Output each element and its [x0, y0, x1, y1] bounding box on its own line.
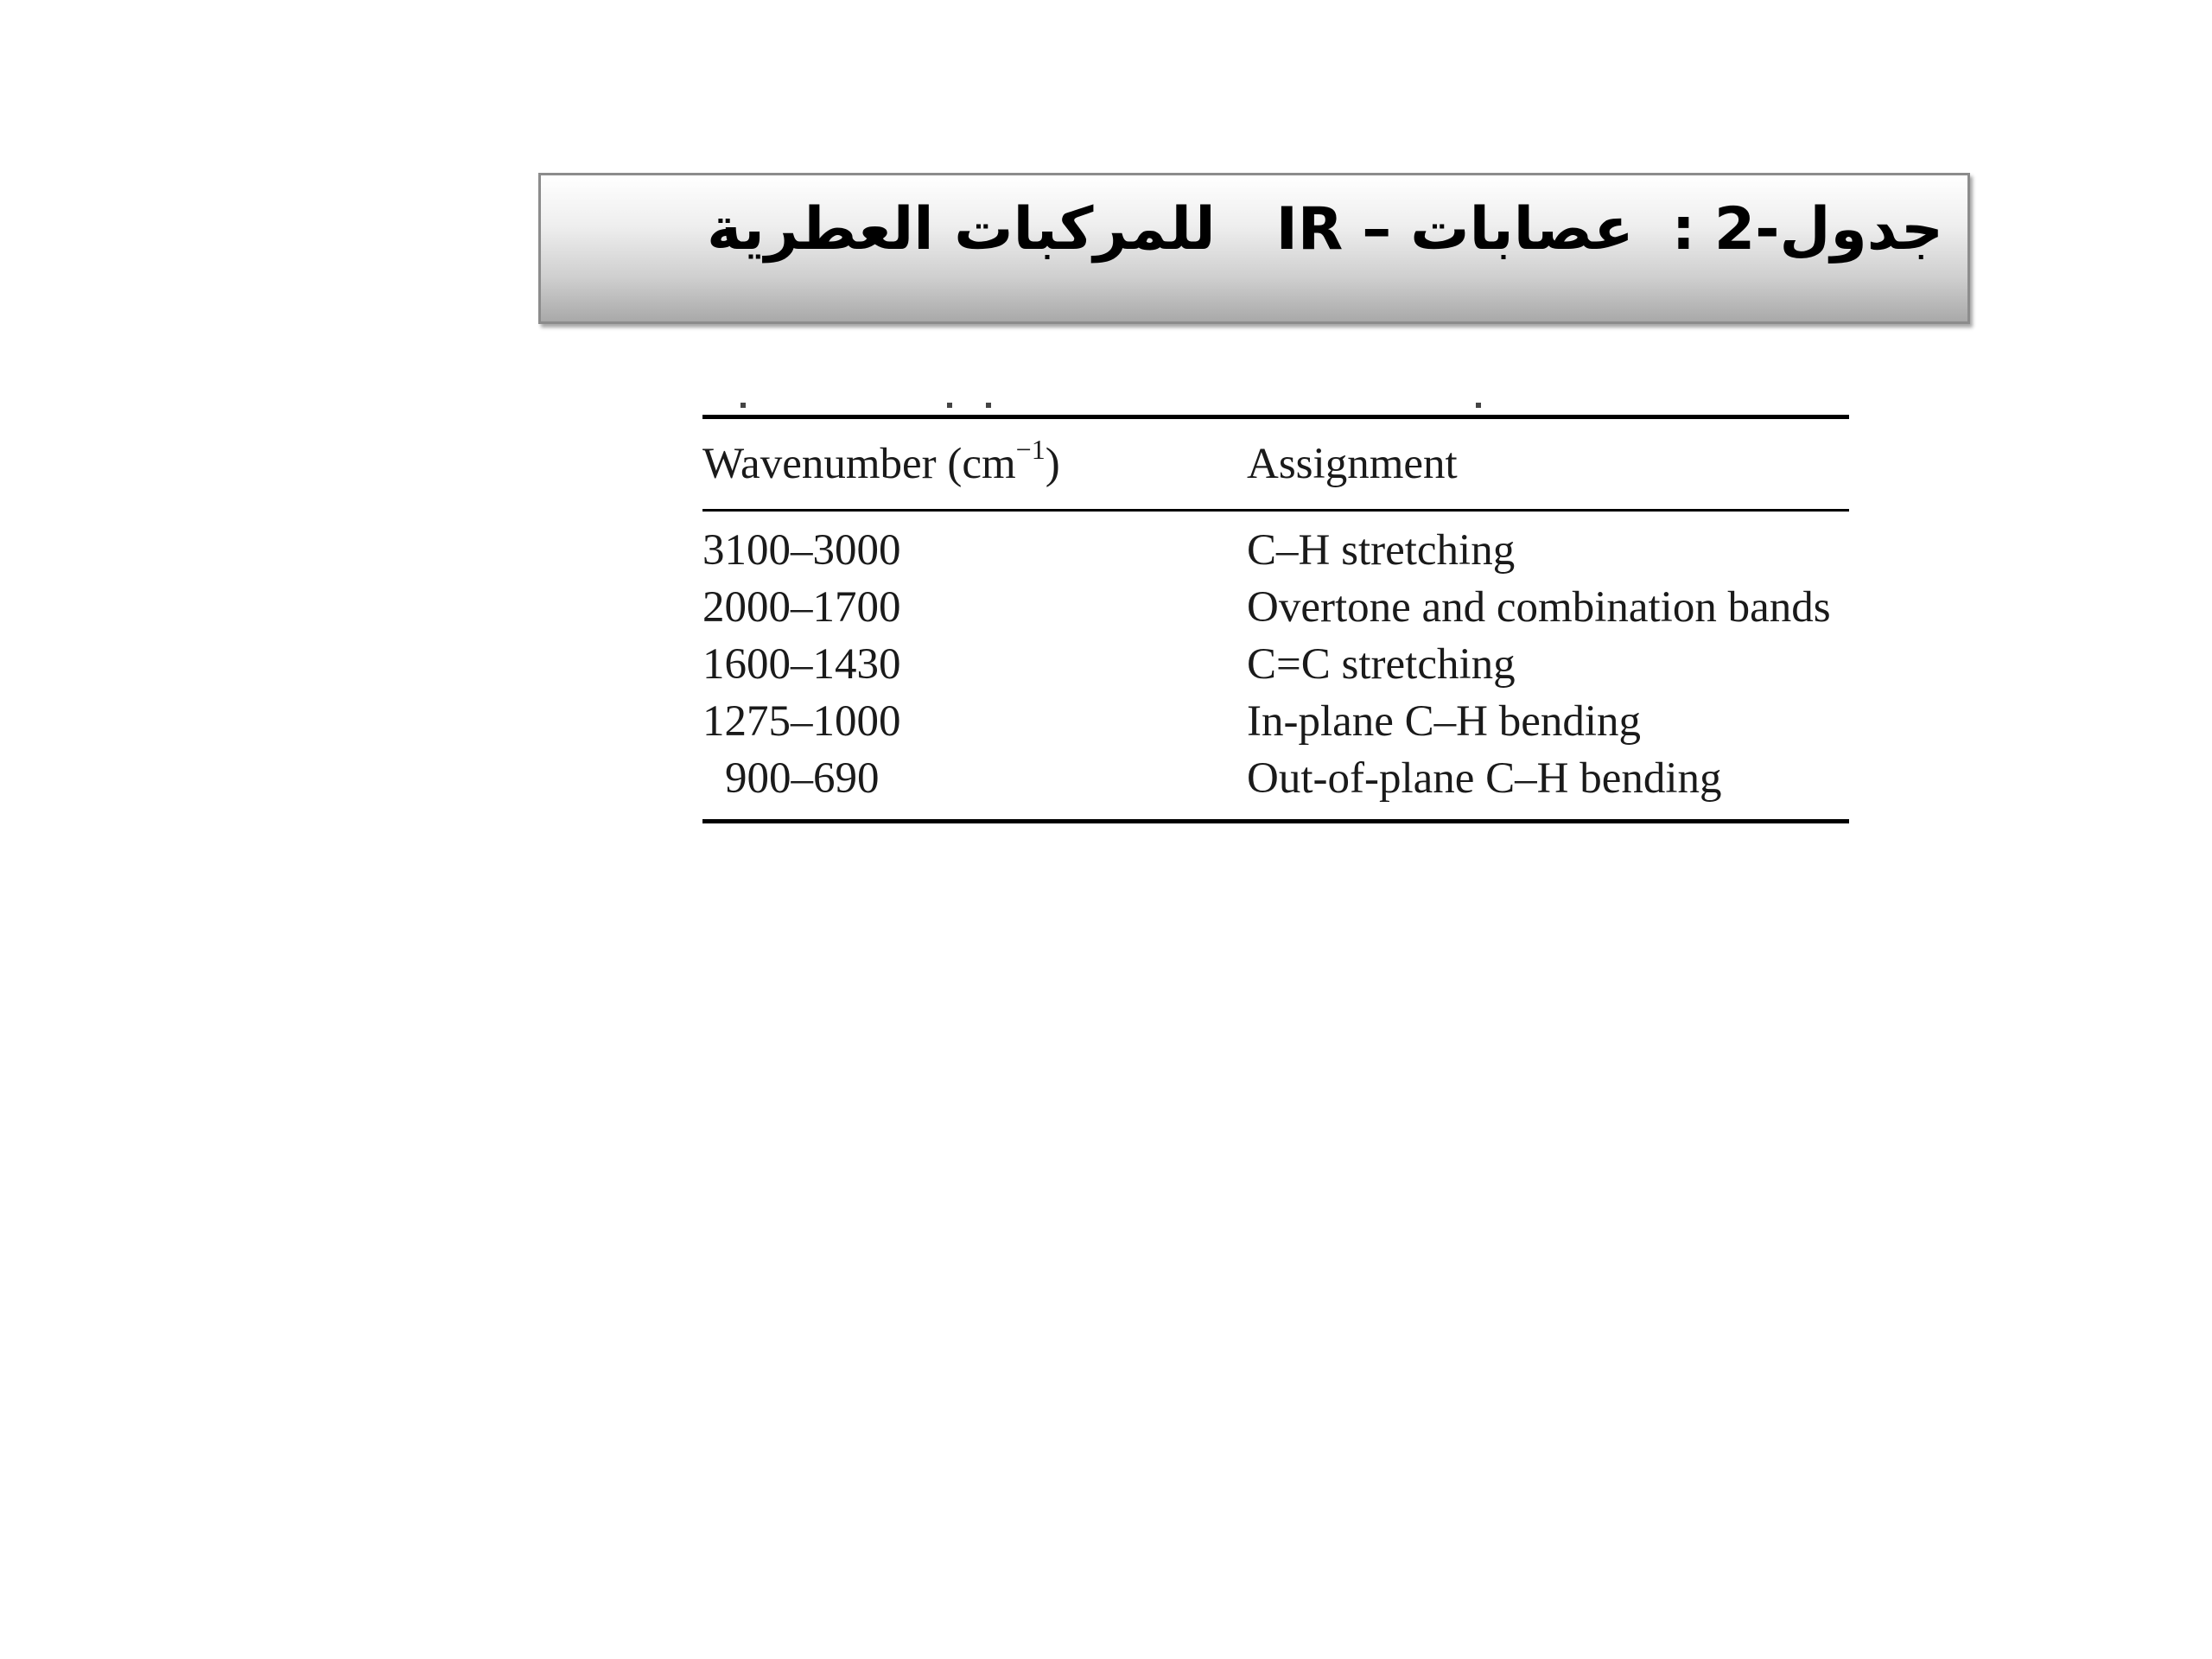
title-banner: [538, 173, 1970, 324]
ir-table-body: [702, 512, 1849, 819]
table-row: [702, 579, 1849, 636]
cell-assignment: Overtone and combination bands: [1247, 583, 1831, 632]
cell-wavenumber: 2000–1700: [702, 583, 901, 632]
title-suffix: للمركبات العطرية: [707, 195, 1216, 264]
cell-assignment: Out-of-plane C–H bending: [1247, 754, 1722, 803]
ir-bands-table: [702, 397, 1849, 823]
table-row: [702, 693, 1849, 750]
cell-wavenumber: 1600–1430: [702, 640, 901, 689]
clipped-caption-remnant: [702, 397, 1849, 415]
cell-wavenumber: 1275–1000: [702, 697, 901, 746]
cell-assignment: In-plane C–H bending: [1247, 697, 1642, 746]
title-ir: IR: [1275, 195, 1344, 264]
cell-assignment: C=C stretching: [1247, 640, 1516, 689]
header-wavenumber: Wavenumber $(cm^{-1})$: [702, 434, 1060, 488]
title-dash: –: [1362, 195, 1392, 264]
title-prefix: جدول-2: [1713, 195, 1943, 264]
table-row: [702, 750, 1849, 819]
cell-assignment: C–H stretching: [1247, 526, 1516, 575]
cell-wavenumber: 3100–3000: [702, 526, 901, 575]
slide-title: [707, 191, 1943, 269]
table-bottom-rule: [702, 819, 1849, 823]
cell-wavenumber: 900–690: [725, 754, 880, 803]
table-row: [702, 636, 1849, 693]
table-header-row: [702, 419, 1849, 509]
header-assignment: Assignment: [1247, 440, 1458, 488]
title-word-bands: عصابات: [1410, 195, 1634, 264]
title-colon: :: [1671, 195, 1695, 264]
ir-table: [702, 419, 1849, 509]
table-row: [702, 512, 1849, 579]
